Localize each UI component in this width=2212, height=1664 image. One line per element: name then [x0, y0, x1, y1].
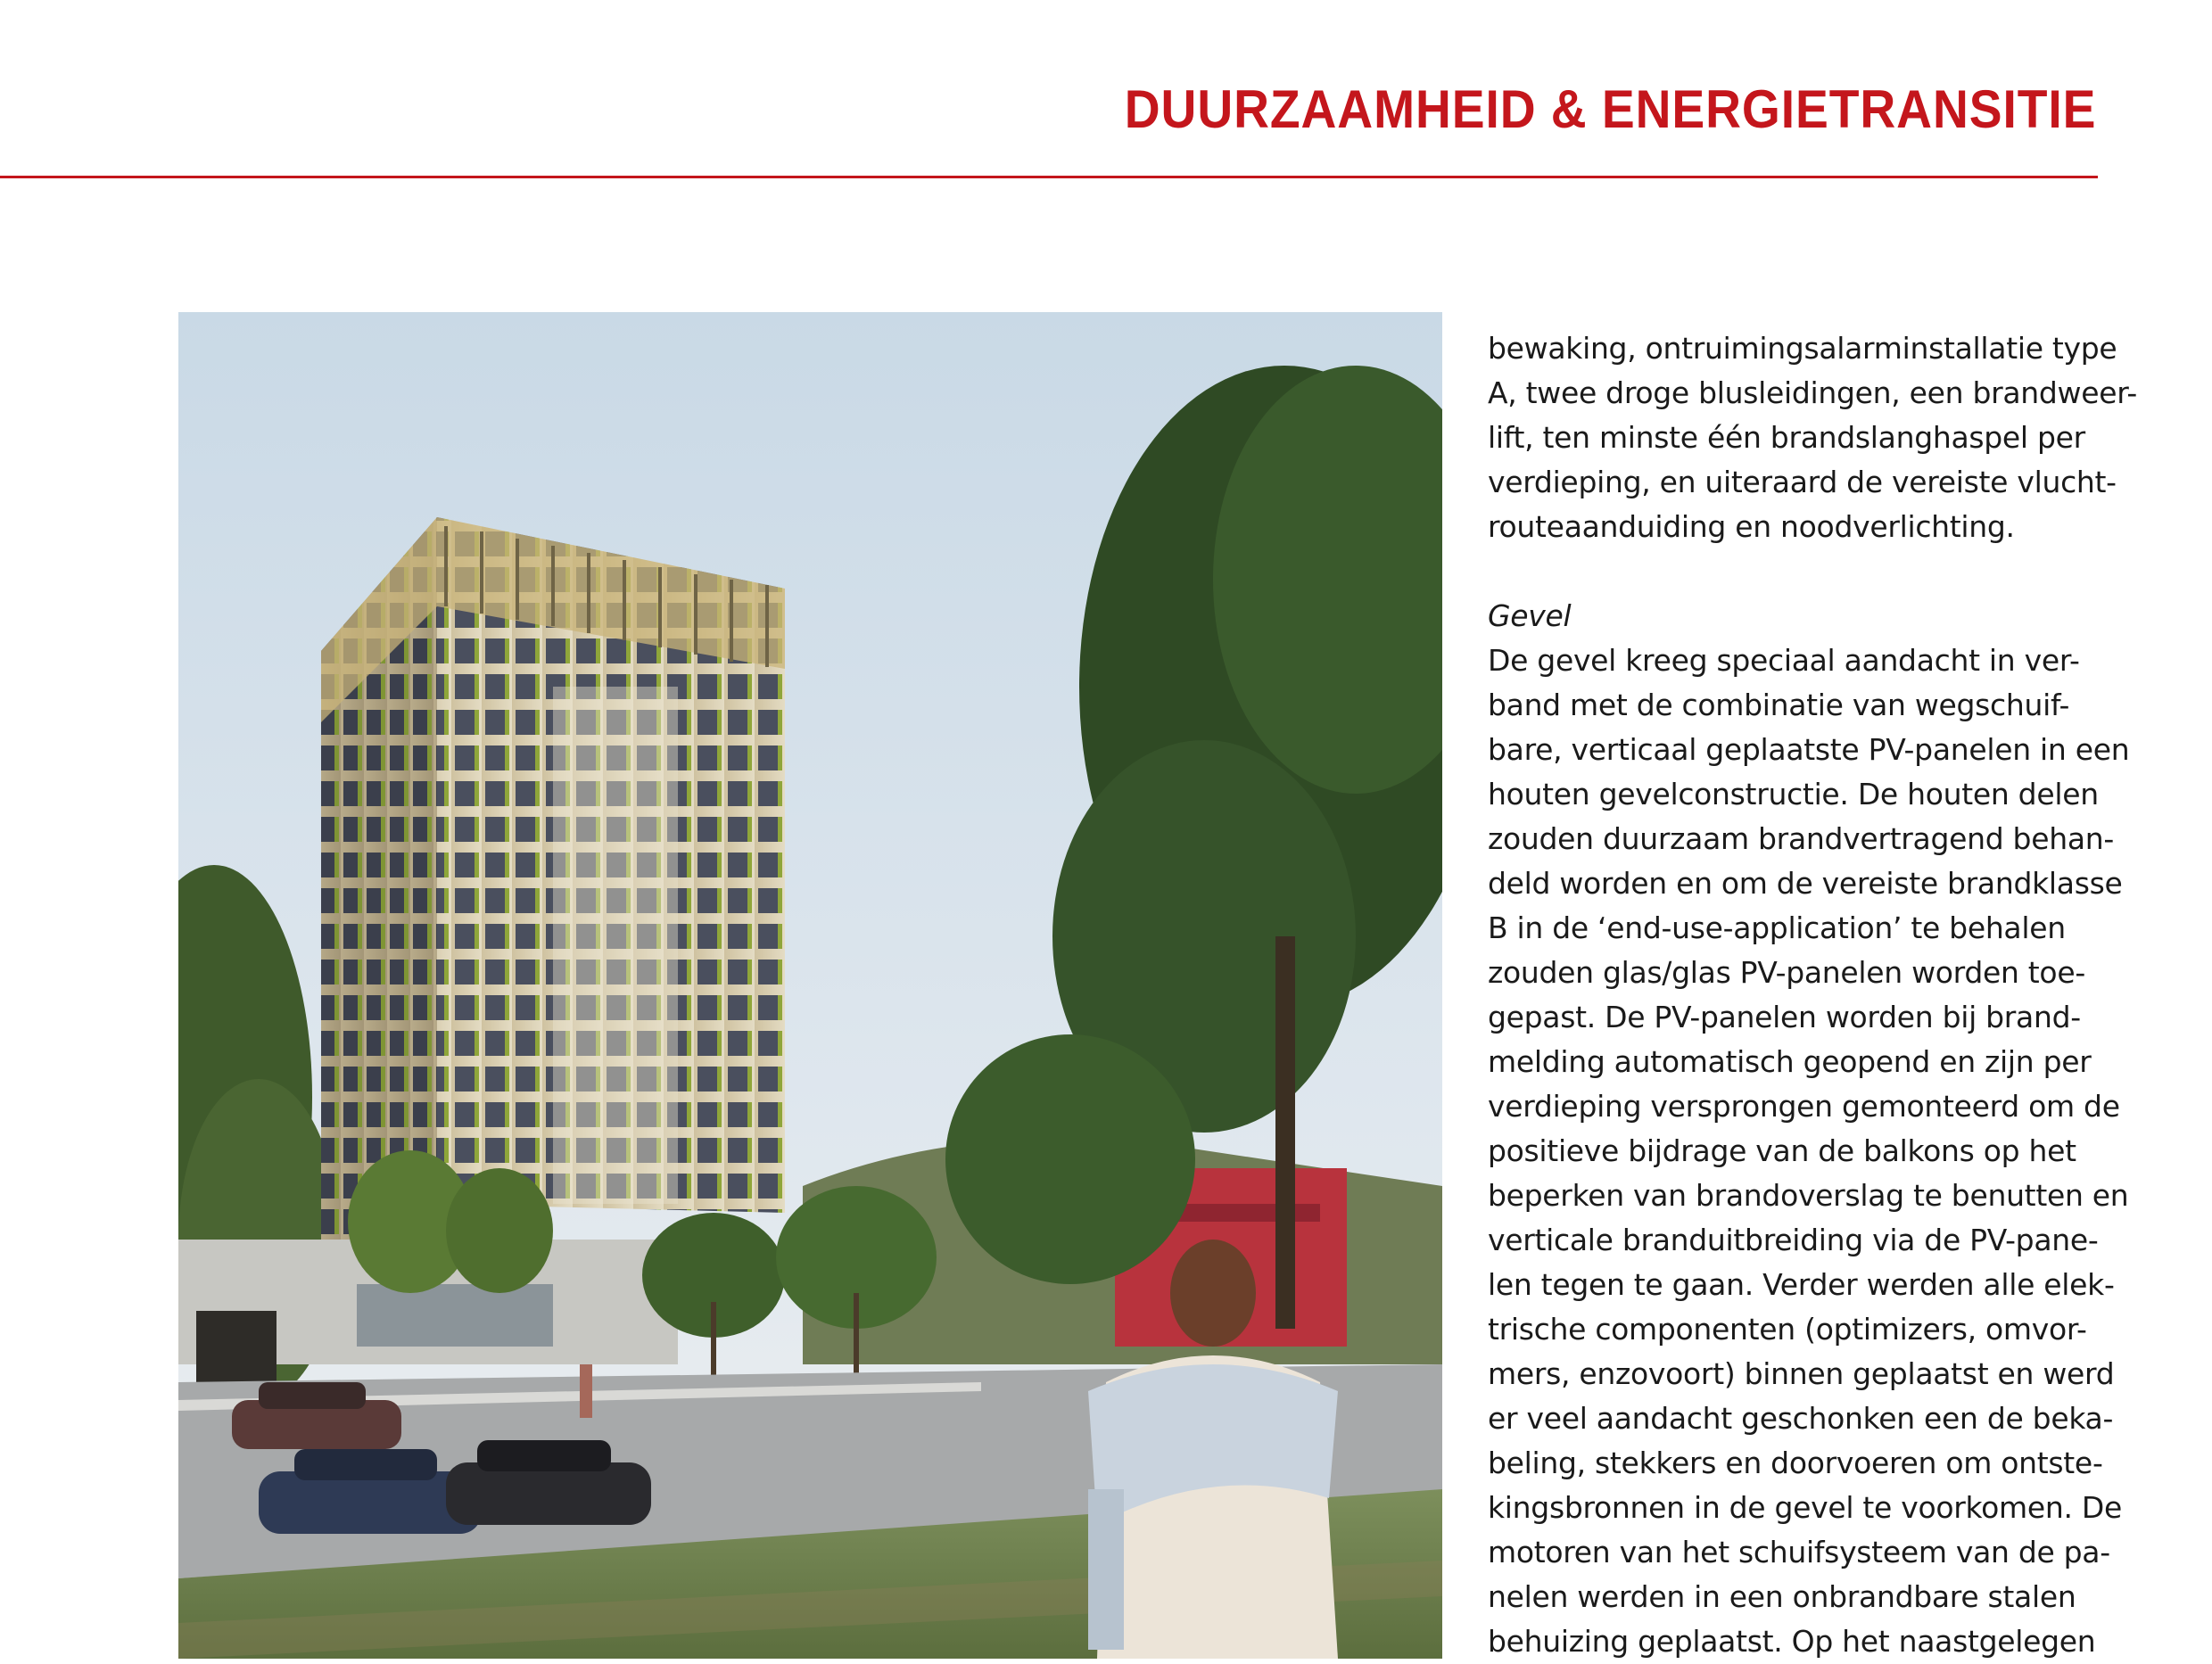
article-text [1488, 326, 2138, 1664]
text-line: positieve bijdrage van de balkons op het [1488, 1133, 2076, 1168]
text-line: beling, stekkers en doorvoeren om ontste- [1488, 1446, 2103, 1480]
text-line: melding automatisch geopend en zijn per [1488, 1044, 2092, 1079]
text-line: lift, ten minste één brandslanghaspel per [1488, 420, 2085, 455]
text-line: behuizing geplaatst. Op het naastgelegen [1488, 1624, 2096, 1659]
text-line: motoren van het schuifsysteem van de pa- [1488, 1535, 2110, 1569]
text-line: bare, verticaal geplaatste PV-panelen in een [1488, 732, 2130, 767]
text-line: deld worden en om de vereiste brandklasse [1488, 866, 2123, 901]
text-line: A, twee droge blusleidingen, een brandweer- [1488, 375, 2138, 410]
text-line: bewaking, ontruimingsalarminstallatie type [1488, 331, 2117, 366]
text-line: houten gevelconstructie. De houten delen [1488, 777, 2099, 811]
text-line: nelen werden in een onbrandbare stalen [1488, 1579, 2076, 1614]
header-divider [0, 176, 2098, 178]
section-heading: Gevel [1488, 598, 1572, 633]
text-line: De gevel kreeg speciaal aandacht in ver- [1488, 643, 2080, 678]
text-line: kingsbronnen in de gevel te voorkomen. De [1488, 1490, 2122, 1525]
text-line: verdieping, en uiteraard de vereiste vlucht- [1488, 465, 2117, 499]
text-line: trische componenten (optimizers, omvor- [1488, 1312, 2087, 1347]
text-line: band met de combinatie van wegschuif- [1488, 688, 2070, 722]
page-title: DUURZAAMHEID & ENERGIETRANSITIE [1124, 79, 2096, 139]
text-line: zouden duurzaam brandvertragend behan- [1488, 821, 2114, 856]
text-line: routeaanduiding en noodverlichting. [1488, 509, 2015, 544]
text-line: len tegen te gaan. Verder werden alle elek- [1488, 1267, 2115, 1302]
text-line: er veel aandacht geschonken een de beka- [1488, 1401, 2114, 1436]
text-line: B in de ‘end-use-application’ te behalen [1488, 910, 2066, 945]
text-line: mers, enzovoort) binnen geplaatst en werd [1488, 1356, 2115, 1391]
paragraph-spacer [1488, 549, 2103, 594]
building-rendering-image [178, 312, 1442, 1659]
text-line: gepast. De PV-panelen worden bij brand- [1488, 1000, 2081, 1034]
text-line: zouden glas/glas PV-panelen worden toe- [1488, 955, 2085, 990]
text-line: beperken van brandoverslag te benutten en [1488, 1178, 2129, 1213]
text-line: verdieping versprongen gemonteerd om de [1488, 1089, 2120, 1124]
text-line: verticale branduitbreiding via de PV-pane- [1488, 1223, 2099, 1257]
